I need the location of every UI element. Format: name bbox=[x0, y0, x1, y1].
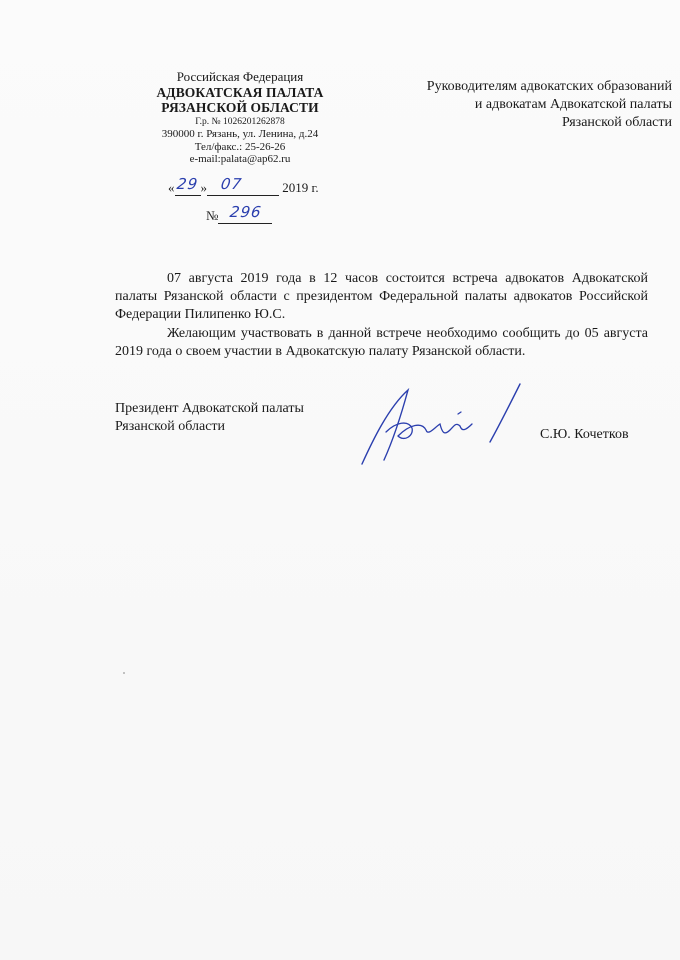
recipient-line3: Рязанской области bbox=[561, 115, 672, 131]
signature-stroke-4 bbox=[490, 384, 520, 442]
sender-phone: Тел/факс.: 25-26-26 bbox=[194, 140, 286, 153]
sender-reg-number: Г.р. № 1026201262878 bbox=[195, 116, 285, 127]
signature-stroke-2 bbox=[386, 423, 472, 438]
recipient-line1: Руководителям адвокатских образований bbox=[426, 79, 672, 94]
sender-org-line2: РЯЗАНСКОЙ ОБЛАСТИ bbox=[161, 100, 319, 116]
number-blank bbox=[218, 203, 272, 224]
date-day-handwritten: 29 bbox=[175, 175, 199, 193]
date-day-blank bbox=[175, 175, 201, 196]
number-handwritten: 296 bbox=[229, 203, 264, 221]
signature-stroke-3 bbox=[458, 412, 461, 414]
scan-speck bbox=[123, 672, 125, 674]
body-paragraph-1: 07 августа 2019 года в 12 часов состоится встреча адвокатов Адвокатской палаты Рязанской области с президентом Федеральной палаты адвокатов Российской Федерации Пилипенко Ю.С. bbox=[115, 271, 648, 323]
signer-title-line1: Президент Адвокатской палаты bbox=[115, 401, 304, 416]
signature-stroke-1 bbox=[362, 390, 408, 464]
sender-address: 390000 г. Рязань, ул. Ленина, д.24 bbox=[161, 127, 319, 140]
handwritten-signature bbox=[350, 380, 530, 470]
sender-country: Российская Федерация bbox=[176, 69, 304, 84]
date-line bbox=[168, 175, 319, 196]
number-label: № bbox=[206, 208, 219, 223]
date-month-handwritten: 07 bbox=[219, 175, 244, 193]
recipient-line2: и адвокатам Адвокатской палаты bbox=[474, 97, 672, 113]
date-month-blank bbox=[207, 175, 279, 196]
recipient-block bbox=[372, 78, 672, 133]
date-open-quote: « bbox=[168, 180, 175, 195]
body-paragraph-2: Желающим участвовать в данной встрече необходимо сообщить до 05 августа 2019 года о своем участии в Адвокатскую палату Рязанской области. bbox=[115, 325, 648, 359]
signer-title-line2: Рязанской области bbox=[115, 419, 226, 435]
signer-name: С.Ю. Кочетков bbox=[540, 427, 629, 442]
date-close-quote: » bbox=[200, 180, 207, 195]
sender-block bbox=[140, 70, 340, 166]
number-line bbox=[206, 203, 272, 224]
sender-org-line1: АДВОКАТСКАЯ ПАЛАТА bbox=[156, 84, 324, 100]
sender-email: e-mail:palata@ap62.ru bbox=[189, 153, 291, 166]
letter-body bbox=[115, 270, 648, 361]
date-year: 2019 г. bbox=[282, 180, 319, 195]
signer-title bbox=[115, 400, 304, 436]
